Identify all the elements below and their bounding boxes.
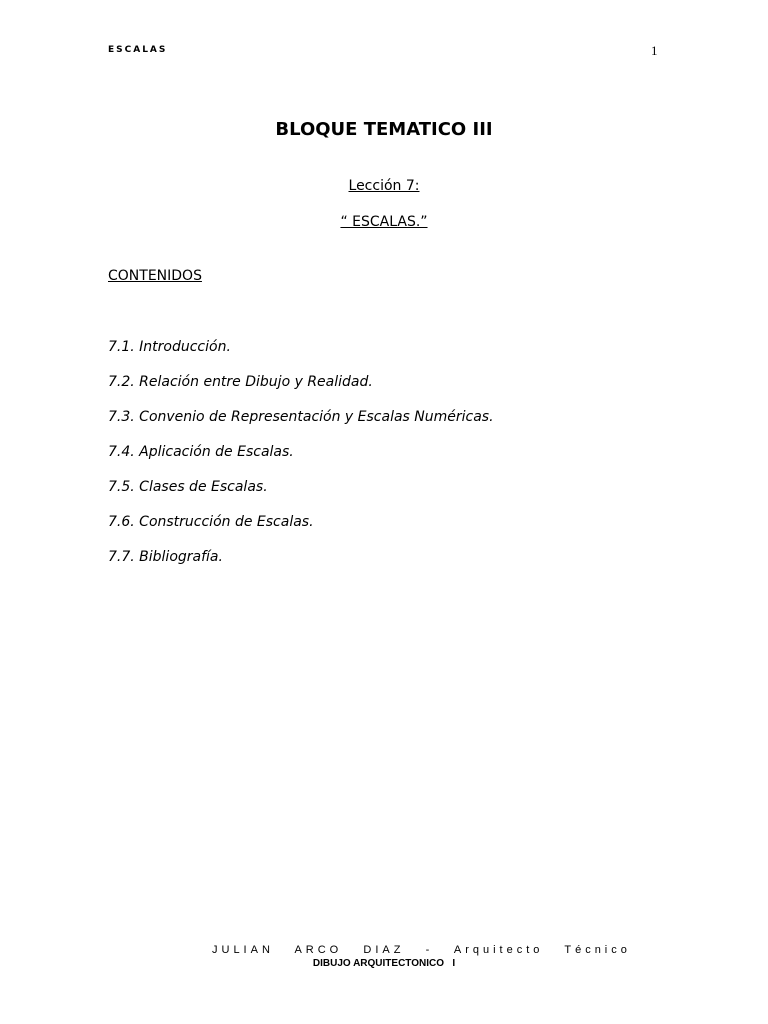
document-title: BLOQUE TEMATICO III (275, 119, 493, 140)
toc-item: 7.4. Aplicación de Escalas. (108, 444, 294, 460)
toc-item: 7.3. Convenio de Representación y Escalas Numéricas. (108, 409, 494, 425)
toc-item: 7.2. Relación entre Dibujo y Realidad. (108, 374, 373, 390)
table-of-contents (108, 337, 494, 582)
toc-item: 7.5. Clases de Escalas. (108, 479, 268, 495)
lesson-subtitle: “ ESCALAS.” (340, 214, 428, 230)
footer-author: JULIAN ARCO DIAZ - Arquitecto Técnico (212, 944, 631, 956)
toc-item: 7.6. Construcción de Escalas. (108, 514, 314, 530)
contents-heading: CONTENIDOS (108, 268, 202, 284)
lesson-label: Lección 7: (348, 178, 420, 194)
running-header: ESCALAS (108, 45, 168, 55)
toc-item: 7.1. Introducción. (108, 339, 231, 355)
toc-item: 7.7. Bibliografía. (108, 549, 223, 565)
footer-course: DIBUJO ARQUITECTONICO I (312, 958, 456, 969)
page-number: 1 (651, 43, 658, 58)
